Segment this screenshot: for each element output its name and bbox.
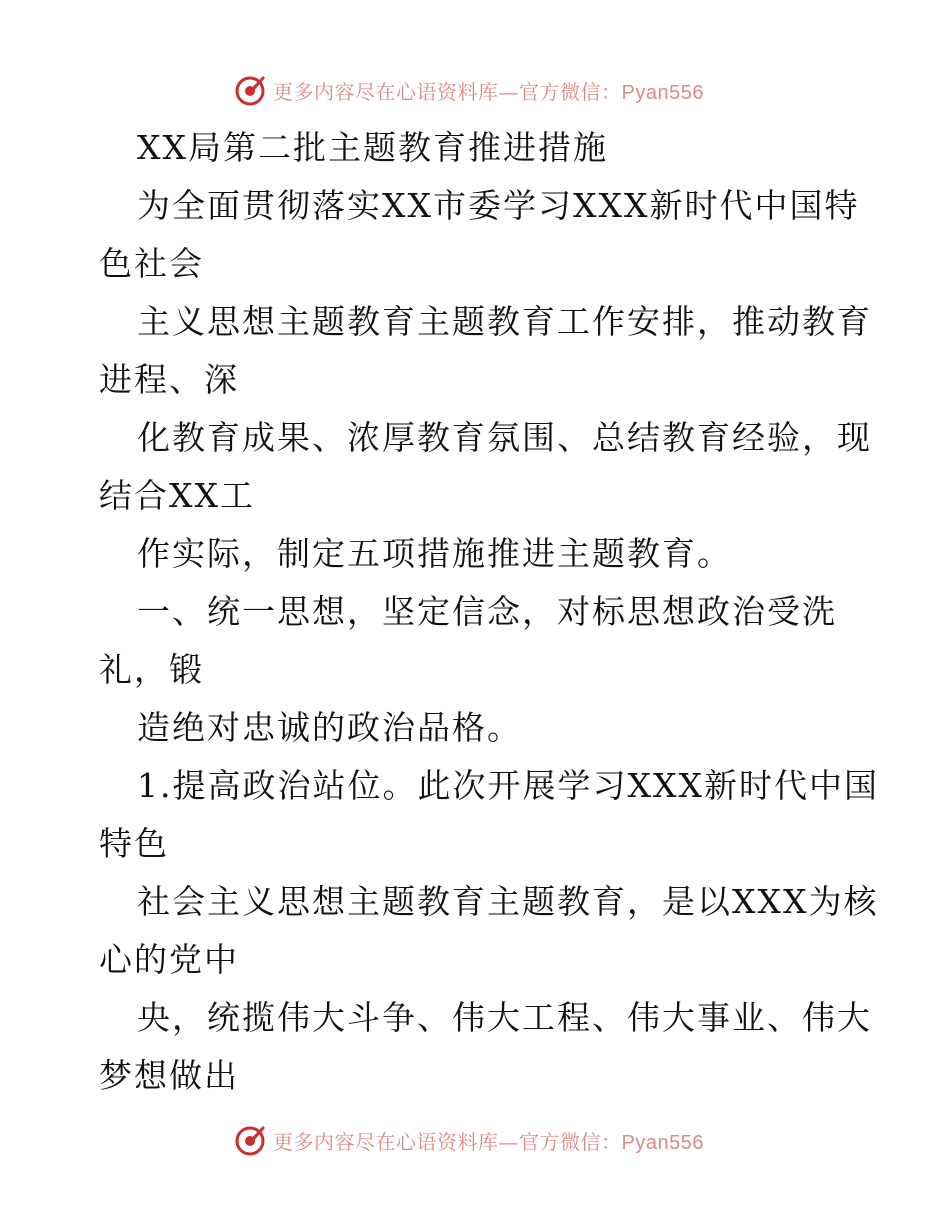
quill-logo-icon [233, 1123, 267, 1157]
text-line: 礼，锻 [99, 650, 204, 689]
footer-banner [0, 1120, 950, 1160]
text-line: 为全面贯彻落实XX市委学习XXX新时代中国特 [137, 186, 860, 225]
text-line: 化教育成果、浓厚教育氛围、总结教育经验，现 [137, 418, 872, 457]
text-line: 梦想做出 [99, 1056, 239, 1095]
text-line: 主义思想主题教育主题教育工作安排，推动教育 [137, 302, 872, 341]
text-line: 作实际，制定五项措施推进主题教育。 [137, 534, 732, 573]
footer-banner-text [273, 1126, 704, 1155]
header-banner-label: 更多内容尽在心语资料库—官方微信： [273, 79, 622, 104]
text-line: 特色 [99, 824, 169, 863]
text-line: 央，统揽伟大斗争、伟大工程、伟大事业、伟大 [137, 998, 872, 1037]
text-line: 心的党中 [99, 940, 239, 979]
text-line: 造绝对忠诚的政治品格。 [137, 708, 522, 747]
document-title: XX局第二批主题教育推进措施 [137, 128, 608, 167]
text-line: 结合XX工 [99, 476, 255, 515]
footer-banner-label: 更多内容尽在心语资料库—官方微信： [273, 1129, 622, 1154]
text-line: 进程、深 [99, 360, 239, 399]
text-line: 1.提高政治站位。此次开展学习XXX新时代中国 [137, 766, 879, 805]
text-line: 社会主义思想主题教育主题教育，是以XXX为核 [137, 882, 879, 921]
footer-wechat-id: Pyan556 [621, 1131, 704, 1154]
text-line: 色社会 [99, 244, 204, 283]
header-wechat-id: Pyan556 [621, 81, 704, 104]
section-heading-line: 一、统一思想，坚定信念，对标思想政治受洗 [137, 592, 837, 631]
